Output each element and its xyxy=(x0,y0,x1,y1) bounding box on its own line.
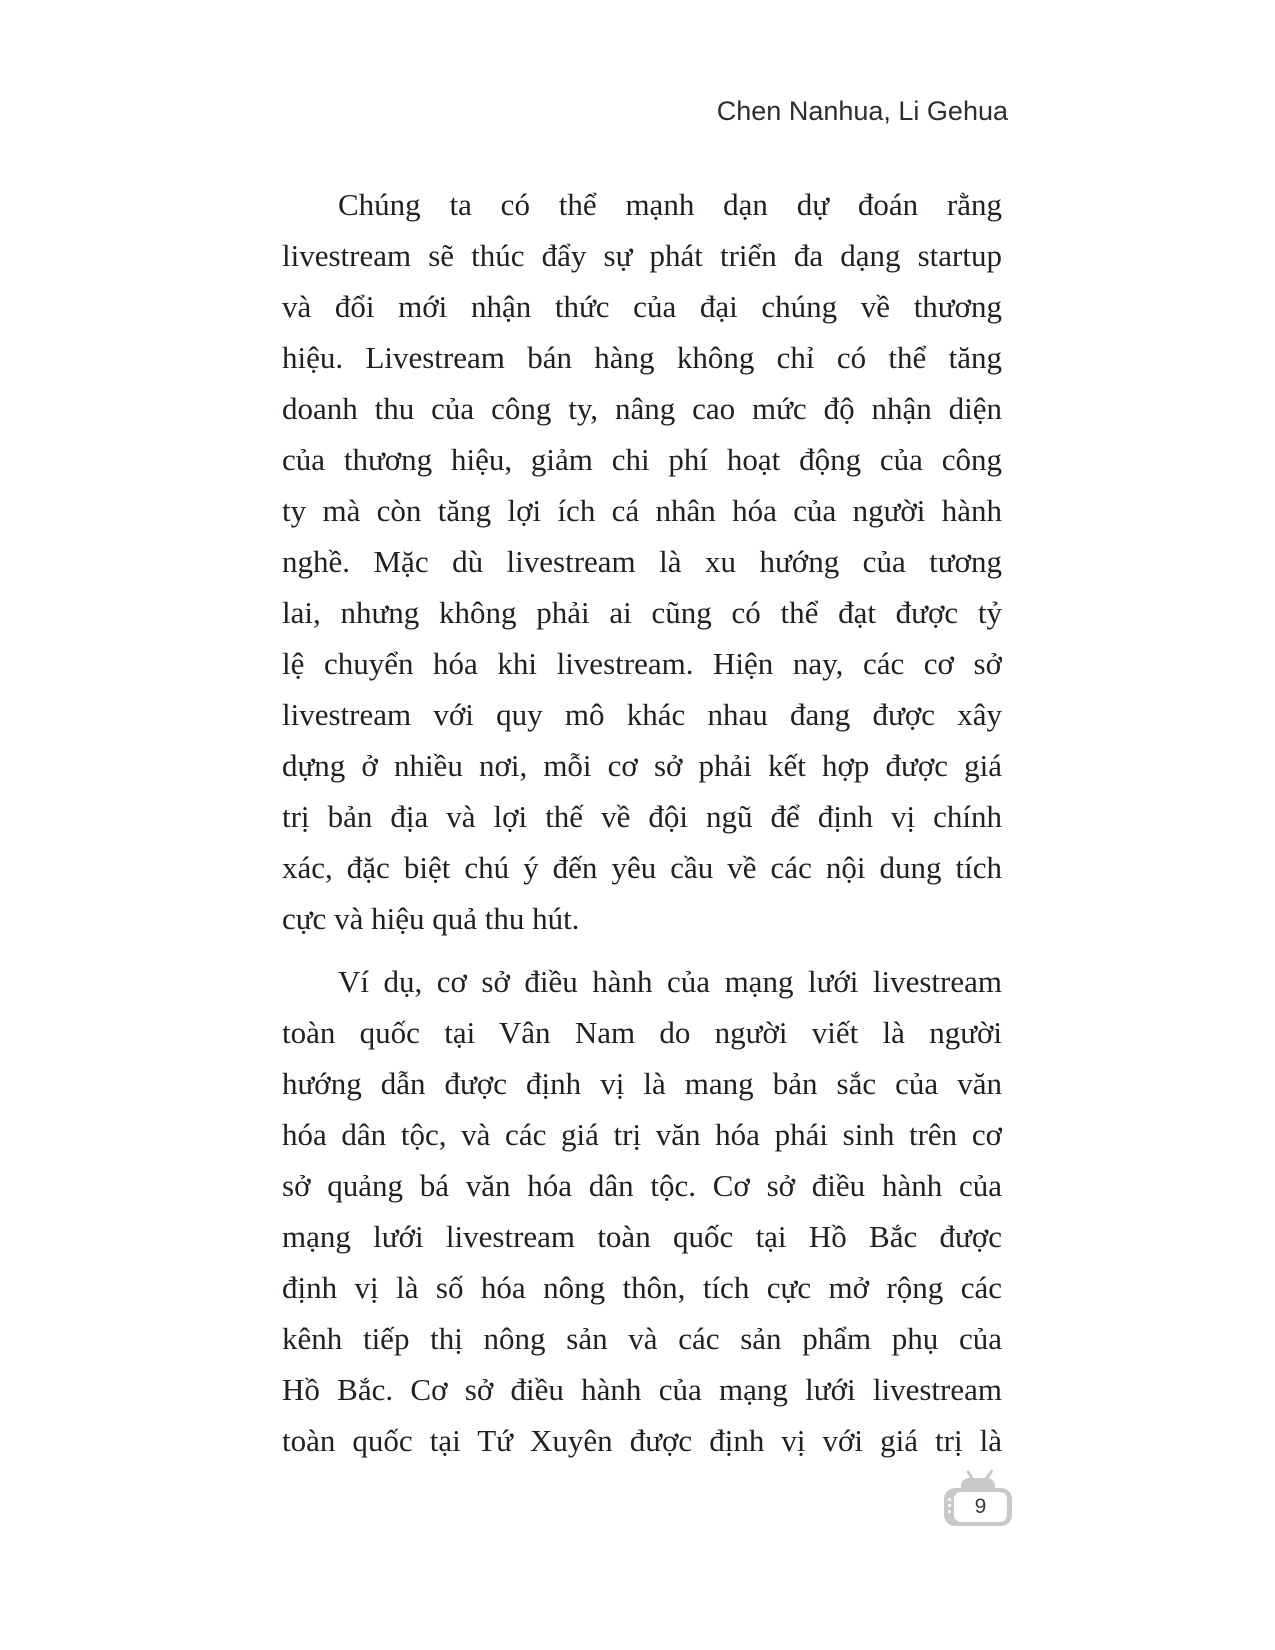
paragraph xyxy=(282,956,1002,1466)
tv-icon xyxy=(944,1462,1012,1526)
text-line: lệ chuyển hóa khi livestream. Hiện nay, các cơ sở xyxy=(282,646,1002,681)
text-line: và đổi mới nhận thức của đại chúng về thương xyxy=(282,289,1002,324)
paragraph xyxy=(282,179,1002,944)
text-line: doanh thu của công ty, nâng cao mức độ nhận diện xyxy=(282,391,1002,426)
text-line: nghề. Mặc dù livestream là xu hướng của tương xyxy=(282,544,1002,579)
text-line: hóa dân tộc, và các giá trị văn hóa phái sinh trên cơ xyxy=(282,1117,1002,1152)
text-line: hiệu. Livestream bán hàng không chỉ có thể tăng xyxy=(282,340,1002,375)
page-number: 9 xyxy=(954,1492,1007,1522)
text-line: toàn quốc tại Vân Nam do người viết là người xyxy=(282,1015,1002,1050)
text-line: hướng dẫn được định vị là mang bản sắc của văn xyxy=(282,1066,1002,1101)
text-line: trị bản địa và lợi thế về đội ngũ để định vị chính xyxy=(282,799,1002,834)
text-line: của thương hiệu, giảm chi phí hoạt động của công xyxy=(282,442,1002,477)
text-line: Chúng ta có thể mạnh dạn dự đoán rằng xyxy=(338,187,1002,222)
page-header-author: Chen Nanhua, Li Gehua xyxy=(716,96,1008,126)
text-line: toàn quốc tại Tứ Xuyên được định vị với giá trị là xyxy=(282,1423,1002,1458)
tv-speaker-dot xyxy=(948,1498,951,1501)
tv-body xyxy=(944,1488,1012,1526)
text-line: Ví dụ, cơ sở điều hành của mạng lưới livestream xyxy=(338,964,1002,999)
text-line: livestream với quy mô khác nhau đang được xây xyxy=(282,697,1002,732)
text-line: lai, nhưng không phải ai cũng có thể đạt được tỷ xyxy=(282,595,1002,630)
text-line: mạng lưới livestream toàn quốc tại Hồ Bắc được xyxy=(282,1219,1002,1254)
tv-speaker-dot xyxy=(948,1504,951,1507)
text-line: cực và hiệu quả thu hút. xyxy=(282,901,580,936)
text-line: dựng ở nhiều nơi, mỗi cơ sở phải kết hợp được giá xyxy=(282,748,1002,783)
text-line: định vị là số hóa nông thôn, tích cực mở rộng các xyxy=(282,1270,1002,1305)
text-line: ty mà còn tăng lợi ích cá nhân hóa của người hành xyxy=(282,493,1002,528)
tv-speaker-dot xyxy=(948,1510,951,1513)
text-line: kênh tiếp thị nông sản và các sản phẩm phụ của xyxy=(282,1321,1002,1356)
text-line: Hồ Bắc. Cơ sở điều hành của mạng lưới livestream xyxy=(282,1372,1002,1407)
body-text-column xyxy=(282,179,1002,1466)
text-line: livestream sẽ thúc đẩy sự phát triển đa dạng startup xyxy=(282,238,1002,273)
text-line: sở quảng bá văn hóa dân tộc. Cơ sở điều hành của xyxy=(282,1168,1002,1203)
text-line: xác, đặc biệt chú ý đến yêu cầu về các nội dung tích xyxy=(282,850,1002,885)
